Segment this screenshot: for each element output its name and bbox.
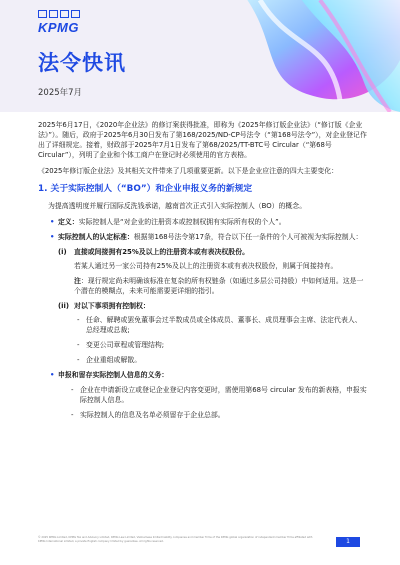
bullet-icon: • <box>50 370 55 379</box>
control-point-text: 企业重组或解散。 <box>86 355 142 364</box>
control-point <box>38 340 368 350</box>
control-point <box>38 355 368 365</box>
bullet-criteria <box>38 232 368 242</box>
definition-text: 实际控制人是“对企业的注册资本或控制权拥有实际所有权的个人”。 <box>78 217 286 226</box>
dash-icon: - <box>71 410 74 419</box>
page-number: 1 <box>336 537 360 547</box>
criterion-ii-heading <box>38 301 368 311</box>
reporting-label: 申报和留存实际控制人信息的义务： <box>58 370 169 379</box>
dash-icon: - <box>71 385 74 394</box>
legal-footer: © 2025 KPMG Limited, KPMG Tax and Advisory Limited, KPMG Law Limited, Vietnamese limited liability companies and member firms of the KPMG global organization of independent member firms affiliated with KPMG International Limited, a private English company limited by guarantee. All rights reserved. <box>38 536 313 543</box>
note-label: 注 <box>74 276 81 285</box>
header-banner <box>0 0 400 112</box>
note-text: ：现行规定尚未明确该标准在复杂的所有权链条（如通过多层公司持股）中如何适用。这是一个潜在的模糊点，未来可能需要更详细的指引。 <box>74 276 364 295</box>
intro-paragraph-2: 《2025年修订版企业法》及其相关文件带来了几项重要更新。以下是企业应注意的四大主要变化： <box>38 167 339 175</box>
criterion-i-label: (i) <box>58 247 67 256</box>
intro-paragraph-1: 2025年6月17日，《2020年企业法》的修订案获得批准，即称为《2025年修订版企业法》（“修订版《企业法》”）。随后，政府于2025年6月30日发布了第168/2025/ND-CP号法令（“第168号法令”），对企业登记作出了详细规定。接着，财政部于2025年7月1日发布了第68/2025/TT-BTC号 Circular（“第68号 Circular”），列明了企业和个体工商户在登记时必须使用的官方表格。 <box>38 121 367 159</box>
control-point-text: 任命、解聘或罢免董事会过半数成员或全体成员、董事长、成员理事会主席、法定代表人、总经理或总裁; <box>86 315 362 334</box>
criteria-label: 实际控制人的认定标准： <box>58 232 134 241</box>
criterion-i-note <box>38 276 368 296</box>
definition-label: 定义： <box>58 217 79 226</box>
article-body <box>38 120 368 425</box>
control-point <box>38 315 368 335</box>
dash-icon: - <box>77 315 80 324</box>
criterion-i-heading <box>38 247 368 257</box>
reporting-point-text: 实际控制人的信息及名单必须留存于企业总部。 <box>80 410 225 419</box>
reporting-point-text: 企业在申请新设立或登记企业登记内容变更时，需使用第68号 circular 发布的新表格，申报实际控制人信息。 <box>80 385 367 404</box>
reporting-point <box>38 385 368 405</box>
bullet-icon: • <box>50 232 55 241</box>
kpmg-logo <box>38 10 80 35</box>
issue-date: 2025年7月 <box>38 88 83 98</box>
logo-wordmark: KPMG <box>38 20 79 35</box>
page-title: 法令快讯 <box>38 51 126 75</box>
section-heading: 1. 关于实际控制人（“BO”）和企业申报义务的新规定 <box>38 184 253 194</box>
reporting-point <box>38 410 368 420</box>
section-intro: 为提高透明度并履行国际反洗钱承诺，越南首次正式引入实际控制人（BO）的概念。 <box>48 201 307 210</box>
criterion-ii-text: 对以下事项拥有控制权： <box>74 301 150 310</box>
dash-icon: - <box>77 340 80 349</box>
bullet-icon: • <box>50 217 55 226</box>
bullet-definition <box>38 217 368 227</box>
criteria-text: 根据第168号法令第17条，符合以下任一条件的个人可被视为实际控制人： <box>133 232 363 241</box>
criterion-i-body: 若某人通过另一家公司持有25%及以上的注册资本或有表决权股份，则属于间接持有。 <box>74 261 338 270</box>
dash-icon: - <box>77 355 80 364</box>
bullet-reporting <box>38 370 368 380</box>
control-point-text: 变更公司章程或管理结构; <box>86 340 165 349</box>
criterion-i-text: 直接或间接拥有25%及以上的注册资本或有表决权股份。 <box>74 247 249 256</box>
criterion-ii-label: (ii) <box>58 301 70 310</box>
abstract-ribbon-art <box>200 0 400 112</box>
